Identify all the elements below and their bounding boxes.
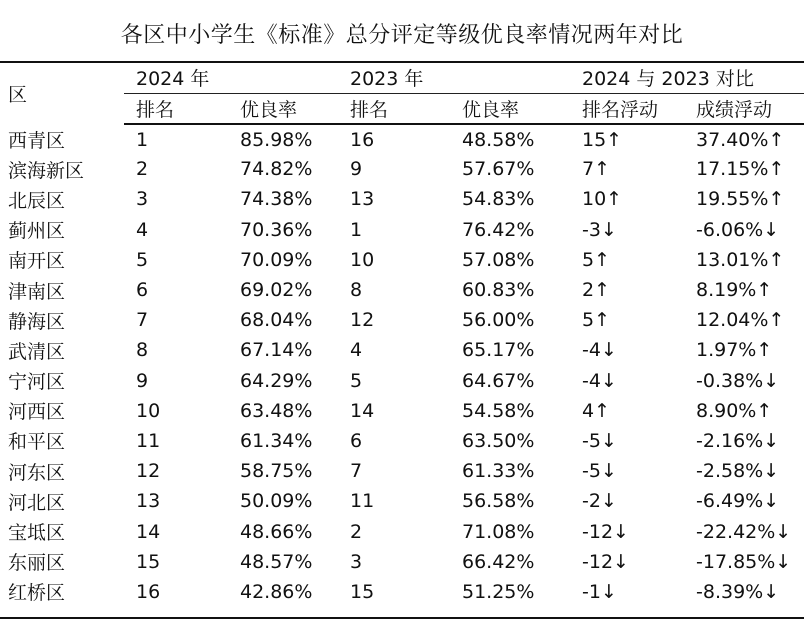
header-2023: 2023 年 [342,62,574,94]
rank-2023-cell: 10 [350,248,375,271]
table-row [0,366,804,396]
table-row [0,335,804,365]
district-cell: 红桥区 [8,582,66,605]
rate-2024-cell: 48.66% [240,520,313,543]
rank-2023-cell: 11 [350,490,375,513]
table-row [0,486,804,516]
rate-2023-cell: 56.00% [462,309,535,332]
rank-2024-cell: 12 [136,460,161,483]
score-change-cell: 37.40%↑ [696,128,785,151]
score-change-cell: -22.42%↓ [696,520,792,543]
score-change-cell: -6.06%↓ [696,218,780,241]
rank-2023-cell: 6 [350,429,363,452]
district-cell: 河东区 [8,461,66,484]
rank-2023-cell: 5 [350,369,363,392]
rate-2023-cell: 56.58% [462,490,535,513]
rank-2023-cell: 9 [350,158,363,181]
rate-2024-cell: 42.86% [240,580,313,603]
rate-2024-cell: 74.38% [240,188,313,211]
table-row [0,305,804,335]
rate-2023-cell: 54.58% [462,399,535,422]
table-row [0,426,804,456]
rank-2023-cell: 14 [350,399,375,422]
header-rank-2024: 排名 [124,94,232,125]
rate-2023-cell: 71.08% [462,520,535,543]
rank-change-cell: 15↑ [582,128,623,151]
rate-2024-cell: 69.02% [240,279,313,302]
rank-2023-cell: 4 [350,339,363,362]
table-body [0,124,804,607]
comparison-table [0,62,804,607]
rate-2024-cell: 70.09% [240,248,313,271]
score-change-cell: -6.49%↓ [696,490,780,513]
header-rate-2023: 优良率 [454,94,574,125]
table-row [0,245,804,275]
rate-2024-cell: 48.57% [240,550,313,573]
table-row [0,124,804,154]
table-row [0,275,804,305]
rate-2024-cell: 64.29% [240,369,313,392]
header-rate-2024: 优良率 [232,94,342,125]
rate-2023-cell: 76.42% [462,218,535,241]
score-change-cell: 17.15%↑ [696,158,785,181]
score-change-cell: -8.39%↓ [696,580,780,603]
rank-2024-cell: 6 [136,279,149,302]
rank-change-cell: -3↓ [582,218,617,241]
table-title: 各区中小学生《标准》总分评定等级优良率情况两年对比 [120,23,684,48]
rank-2024-cell: 11 [136,429,161,452]
rank-2024-cell: 8 [136,339,149,362]
rank-change-cell: -5↓ [582,429,617,452]
rate-2023-cell: 63.50% [462,429,535,452]
score-change-cell: 8.90%↑ [696,399,773,422]
rank-2024-cell: 4 [136,218,149,241]
district-cell: 宝坻区 [8,522,66,545]
district-cell: 和平区 [8,431,66,454]
rank-2023-cell: 12 [350,309,375,332]
rate-2024-cell: 68.04% [240,309,313,332]
rank-2024-cell: 15 [136,550,161,573]
table-row [0,396,804,426]
header-district: 区 [8,83,28,106]
bottom-rule [0,617,804,619]
header-comparison: 2024 与 2023 对比 [574,62,804,94]
score-change-cell: -17.85%↓ [696,550,792,573]
rank-2023-cell: 3 [350,550,363,573]
table-row [0,184,804,214]
rank-change-cell: 7↑ [582,158,611,181]
rank-2024-cell: 3 [136,188,149,211]
rank-2024-cell: 14 [136,520,161,543]
district-cell: 南开区 [8,250,66,273]
district-cell: 蓟州区 [8,220,66,243]
score-change-cell: -0.38%↓ [696,369,780,392]
rank-2024-cell: 1 [136,128,149,151]
rank-change-cell: -4↓ [582,369,617,392]
rank-change-cell: -5↓ [582,460,617,483]
rank-change-cell: 5↑ [582,309,611,332]
district-cell: 河西区 [8,401,66,424]
rate-2024-cell: 70.36% [240,218,313,241]
district-cell: 河北区 [8,491,66,514]
table-row [0,577,804,607]
header-rank-2023: 排名 [342,94,454,125]
district-cell: 滨海新区 [8,159,85,182]
rank-2024-cell: 13 [136,490,161,513]
table-row [0,547,804,577]
header-score-change: 成绩浮动 [688,94,804,125]
rank-2024-cell: 7 [136,309,149,332]
score-change-cell: -2.58%↓ [696,460,780,483]
rate-2023-cell: 61.33% [462,460,535,483]
rate-2024-cell: 67.14% [240,339,313,362]
table-row [0,456,804,486]
score-change-cell: 1.97%↑ [696,339,773,362]
district-cell: 东丽区 [8,552,66,575]
rank-change-cell: -12↓ [582,520,629,543]
score-change-cell: 12.04%↑ [696,309,785,332]
rank-2023-cell: 13 [350,188,375,211]
header-row-years [0,62,804,94]
rank-2024-cell: 16 [136,580,161,603]
rate-2023-cell: 64.67% [462,369,535,392]
rate-2023-cell: 51.25% [462,580,535,603]
rate-2024-cell: 58.75% [240,460,313,483]
header-rank-change: 排名浮动 [574,94,688,125]
rank-2024-cell: 9 [136,369,149,392]
rank-2023-cell: 1 [350,218,363,241]
score-change-cell: 8.19%↑ [696,279,773,302]
table-row [0,516,804,546]
rate-2023-cell: 57.67% [462,158,535,181]
rank-2023-cell: 8 [350,279,363,302]
rank-2023-cell: 16 [350,128,375,151]
rank-change-cell: 2↑ [582,279,611,302]
district-cell: 武清区 [8,340,66,363]
rate-2024-cell: 85.98% [240,128,313,151]
rate-2023-cell: 54.83% [462,188,535,211]
rate-2023-cell: 48.58% [462,128,535,151]
rate-2023-cell: 65.17% [462,339,535,362]
district-cell: 津南区 [8,280,66,303]
rank-2024-cell: 10 [136,399,161,422]
rate-2024-cell: 63.48% [240,399,313,422]
score-change-cell: -2.16%↓ [696,429,780,452]
rate-2024-cell: 50.09% [240,490,313,513]
score-change-cell: 19.55%↑ [696,188,785,211]
rank-change-cell: 5↑ [582,248,611,271]
rank-2024-cell: 2 [136,158,149,181]
district-cell: 静海区 [8,310,66,333]
rank-change-cell: 10↑ [582,188,623,211]
header-2024: 2024 年 [124,62,342,94]
district-cell: 北辰区 [8,189,66,212]
rank-change-cell: -2↓ [582,490,617,513]
rank-2023-cell: 15 [350,580,375,603]
district-cell: 宁河区 [8,371,66,394]
table-row [0,154,804,184]
rate-2023-cell: 57.08% [462,248,535,271]
score-change-cell: 13.01%↑ [696,248,785,271]
rate-2024-cell: 61.34% [240,429,313,452]
rate-2024-cell: 74.82% [240,158,313,181]
district-cell: 西青区 [8,129,66,152]
rank-2023-cell: 7 [350,460,363,483]
rank-change-cell: -1↓ [582,580,617,603]
rate-2023-cell: 60.83% [462,279,535,302]
rank-2023-cell: 2 [350,520,363,543]
rank-2024-cell: 5 [136,248,149,271]
rank-change-cell: -12↓ [582,550,629,573]
rank-change-cell: -4↓ [582,339,617,362]
rank-change-cell: 4↑ [582,399,611,422]
table-row [0,215,804,245]
rate-2023-cell: 66.42% [462,550,535,573]
